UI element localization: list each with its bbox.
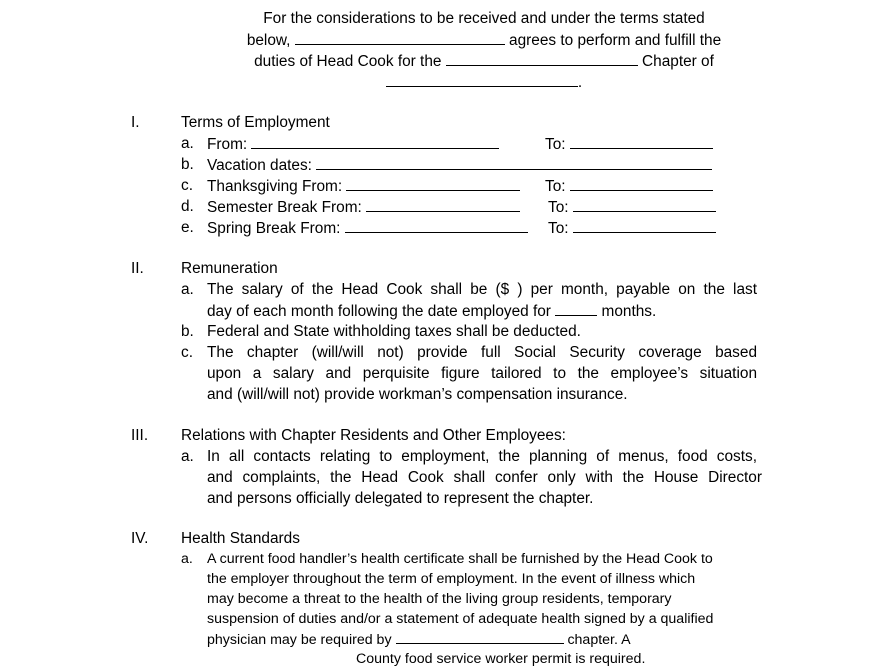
section-number: II. bbox=[131, 260, 144, 277]
to-line: To: bbox=[548, 218, 716, 239]
relations-line-1: In all contacts relating to employment, the planning of menus, food costs, bbox=[207, 448, 757, 465]
months-blank[interactable] bbox=[555, 301, 597, 316]
intro-line-3: duties of Head Cook for the Chapter of bbox=[254, 53, 714, 70]
section-title: Relations with Chapter Residents and Other Employees: bbox=[181, 427, 566, 444]
withholding-text: Federal and State withholding taxes shall be deducted. bbox=[207, 323, 581, 340]
health-line-6: County food service worker permit is required. bbox=[356, 651, 646, 667]
social-security-line-1: The chapter (will/will not) provide full Social Security coverage based bbox=[207, 344, 757, 361]
item-label: c. bbox=[181, 344, 193, 361]
vacation-dates-blank[interactable] bbox=[316, 155, 712, 170]
spring-break-line: Spring Break From: bbox=[207, 218, 528, 239]
semester-break-to-blank[interactable] bbox=[573, 197, 716, 212]
item-label: c. bbox=[181, 177, 193, 194]
social-security-line-3: and (will/will not) provide workman’s compensation insurance. bbox=[207, 386, 628, 403]
item-label: a. bbox=[181, 135, 194, 152]
employment-dates-line: From: bbox=[207, 134, 499, 155]
thanksgiving-line: Thanksgiving From: bbox=[207, 176, 520, 197]
item-label: d. bbox=[181, 198, 194, 215]
section-title: Terms of Employment bbox=[181, 114, 330, 131]
section-number: III. bbox=[131, 427, 149, 444]
semester-break-from-blank[interactable] bbox=[366, 197, 520, 212]
section-title: Health Standards bbox=[181, 530, 300, 547]
to-line: To: bbox=[548, 197, 716, 218]
from-blank[interactable] bbox=[251, 134, 499, 149]
item-label: a. bbox=[181, 281, 194, 298]
item-label: a. bbox=[181, 448, 194, 465]
relations-line-2: and complaints, the Head Cook shall confer only with the House Director bbox=[207, 469, 762, 486]
salary-line-1: The salary of the Head Cook shall be ($ ) per month, payable on the last bbox=[207, 281, 757, 298]
chapter-name-blank[interactable] bbox=[396, 629, 564, 644]
health-line-2: the employer throughout the term of employment. In the event of illness which bbox=[207, 571, 696, 587]
item-label: e. bbox=[181, 219, 194, 236]
item-label: b. bbox=[181, 156, 194, 173]
item-label: b. bbox=[181, 323, 194, 340]
semester-break-line: Semester Break From: bbox=[207, 197, 520, 218]
section-title: Remuneration bbox=[181, 260, 278, 277]
vacation-dates-line: Vacation dates: bbox=[207, 155, 712, 176]
spring-break-from-blank[interactable] bbox=[345, 218, 528, 233]
spring-break-to-blank[interactable] bbox=[573, 218, 716, 233]
health-line-1: A current food handler’s health certificate shall be furnished by the Head Cook to bbox=[207, 551, 713, 567]
to-blank[interactable] bbox=[570, 134, 713, 149]
thanksgiving-to-blank[interactable] bbox=[570, 176, 713, 191]
intro-line-2: below, agrees to perform and fulfill the bbox=[246, 32, 722, 49]
salary-line-2: day of each month following the date employed for months. bbox=[207, 303, 657, 320]
health-line-5: physician may be required by chapter. A bbox=[207, 629, 631, 650]
thanksgiving-from-blank[interactable] bbox=[346, 176, 520, 191]
to-line: To: bbox=[545, 176, 713, 197]
employee-name-blank[interactable] bbox=[295, 30, 505, 45]
intro-line-4: . bbox=[0, 72, 880, 93]
intro-line-1: For the considerations to be received and under the terms stated bbox=[263, 10, 705, 27]
item-label: a. bbox=[181, 551, 193, 567]
chapter-blank[interactable] bbox=[446, 51, 638, 66]
relations-line-3: and persons officially delegated to represent the chapter. bbox=[207, 490, 594, 507]
institution-blank[interactable] bbox=[386, 72, 578, 87]
section-number: IV. bbox=[131, 530, 149, 547]
social-security-line-2: upon a salary and perquisite figure tailored to the employee’s situation bbox=[207, 365, 757, 382]
health-line-4: suspension of duties and/or a statement of adequate health signed by a qualified bbox=[207, 611, 714, 627]
section-number: I. bbox=[131, 114, 140, 131]
health-line-3: may become a threat to the health of the living group residents, temporary bbox=[207, 591, 672, 607]
to-line: To: bbox=[545, 134, 713, 155]
